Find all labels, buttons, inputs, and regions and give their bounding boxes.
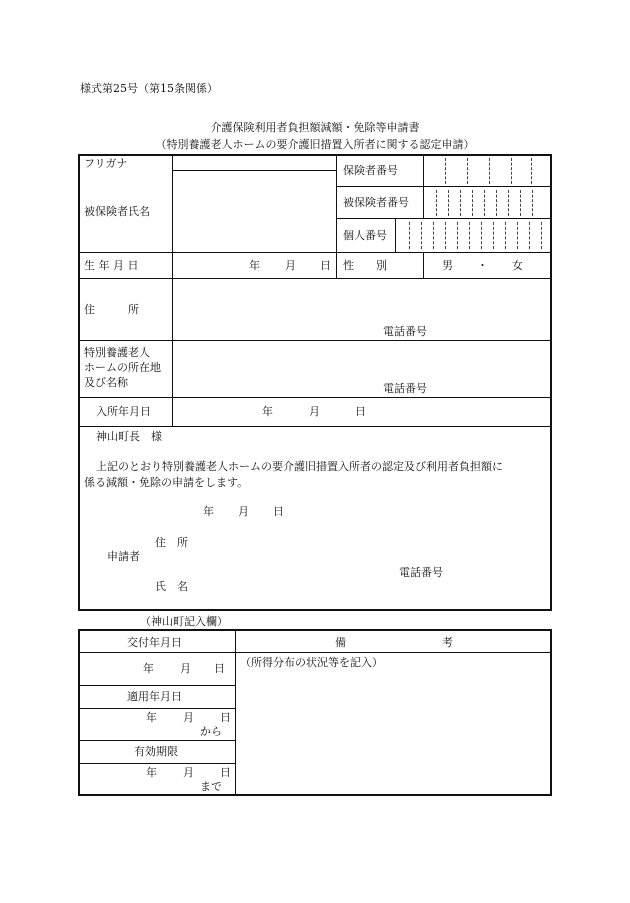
applicant-address-label: 住 所 (155, 536, 188, 549)
facility-phone-label: 電話番号 (383, 382, 427, 395)
birth-month: 月 (285, 259, 296, 272)
birth-day: 日 (320, 259, 331, 272)
furigana-label: フリガナ (84, 157, 128, 170)
valid-until-label: 有効期限 (134, 745, 178, 758)
issue-day: 日 (214, 662, 225, 675)
sex-male: 男 (442, 259, 453, 272)
issue-date-label: 交付年月日 (127, 636, 182, 649)
insurer-number-label: 保険者番号 (343, 164, 398, 177)
remarks-label-1: 備 (335, 636, 346, 649)
valid-year: 年 (146, 766, 157, 779)
addressee: 神山町長 様 (96, 430, 162, 443)
personal-number-label: 個人番号 (343, 229, 387, 242)
valid-until: まで (200, 780, 222, 793)
admission-day: 日 (355, 405, 366, 418)
facility-label-1: 特別養護老人 (84, 346, 150, 359)
applicant-phone-label: 電話番号 (399, 566, 443, 579)
application-month: 月 (238, 505, 249, 518)
issue-month: 月 (180, 662, 191, 675)
form-subtitle: （特別養護老人ホームの要介護旧措置入所者に関する認定申請） (155, 138, 475, 151)
admission-year: 年 (262, 405, 273, 418)
statement-line-2: 係る減額・免除の申請をします。 (84, 476, 249, 489)
address-phone-label: 電話番号 (383, 325, 427, 338)
valid-day: 日 (220, 766, 231, 779)
birth-year: 年 (249, 259, 260, 272)
admission-date-label: 入所年月日 (96, 405, 151, 418)
issue-year: 年 (143, 662, 154, 675)
apply-month: 月 (183, 711, 194, 724)
applicant-name-label: 氏 名 (155, 580, 188, 593)
admission-month: 月 (309, 405, 320, 418)
insured-number-label: 被保険者番号 (343, 196, 409, 209)
sex-female: 女 (512, 259, 523, 272)
facility-label-2: ホームの所在地 (84, 361, 161, 374)
facility-label-3: 及び名称 (84, 376, 128, 389)
form-title: 介護保険利用者負担額減額・免除等申請書 (210, 121, 420, 134)
apply-day: 日 (220, 711, 231, 724)
statement-line-1: 上記のとおり特別養護老人ホームの要介護旧措置入所者の認定及び利用者負担額に (96, 460, 503, 473)
sex-separator: ・ (477, 259, 488, 272)
apply-from: から (200, 725, 222, 738)
insured-name-label: 被保険者氏名 (84, 205, 150, 218)
address-label: 住 所 (84, 303, 139, 316)
application-year: 年 (203, 505, 214, 518)
remarks-label-2: 考 (442, 636, 453, 649)
application-day: 日 (273, 505, 284, 518)
remarks-note: （所得分布の状況等を記入） (240, 656, 383, 669)
form-number: 様式第25号（第15条関係） (80, 82, 218, 95)
sex-label: 性 別 (343, 259, 387, 272)
office-caption: （神山町記入欄） (140, 615, 228, 628)
apply-year: 年 (146, 711, 157, 724)
apply-date-label: 適用年月日 (127, 690, 182, 703)
applicant-label: 申請者 (107, 550, 140, 563)
valid-month: 月 (183, 766, 194, 779)
birth-date-label: 生 年 月 日 (84, 259, 139, 272)
